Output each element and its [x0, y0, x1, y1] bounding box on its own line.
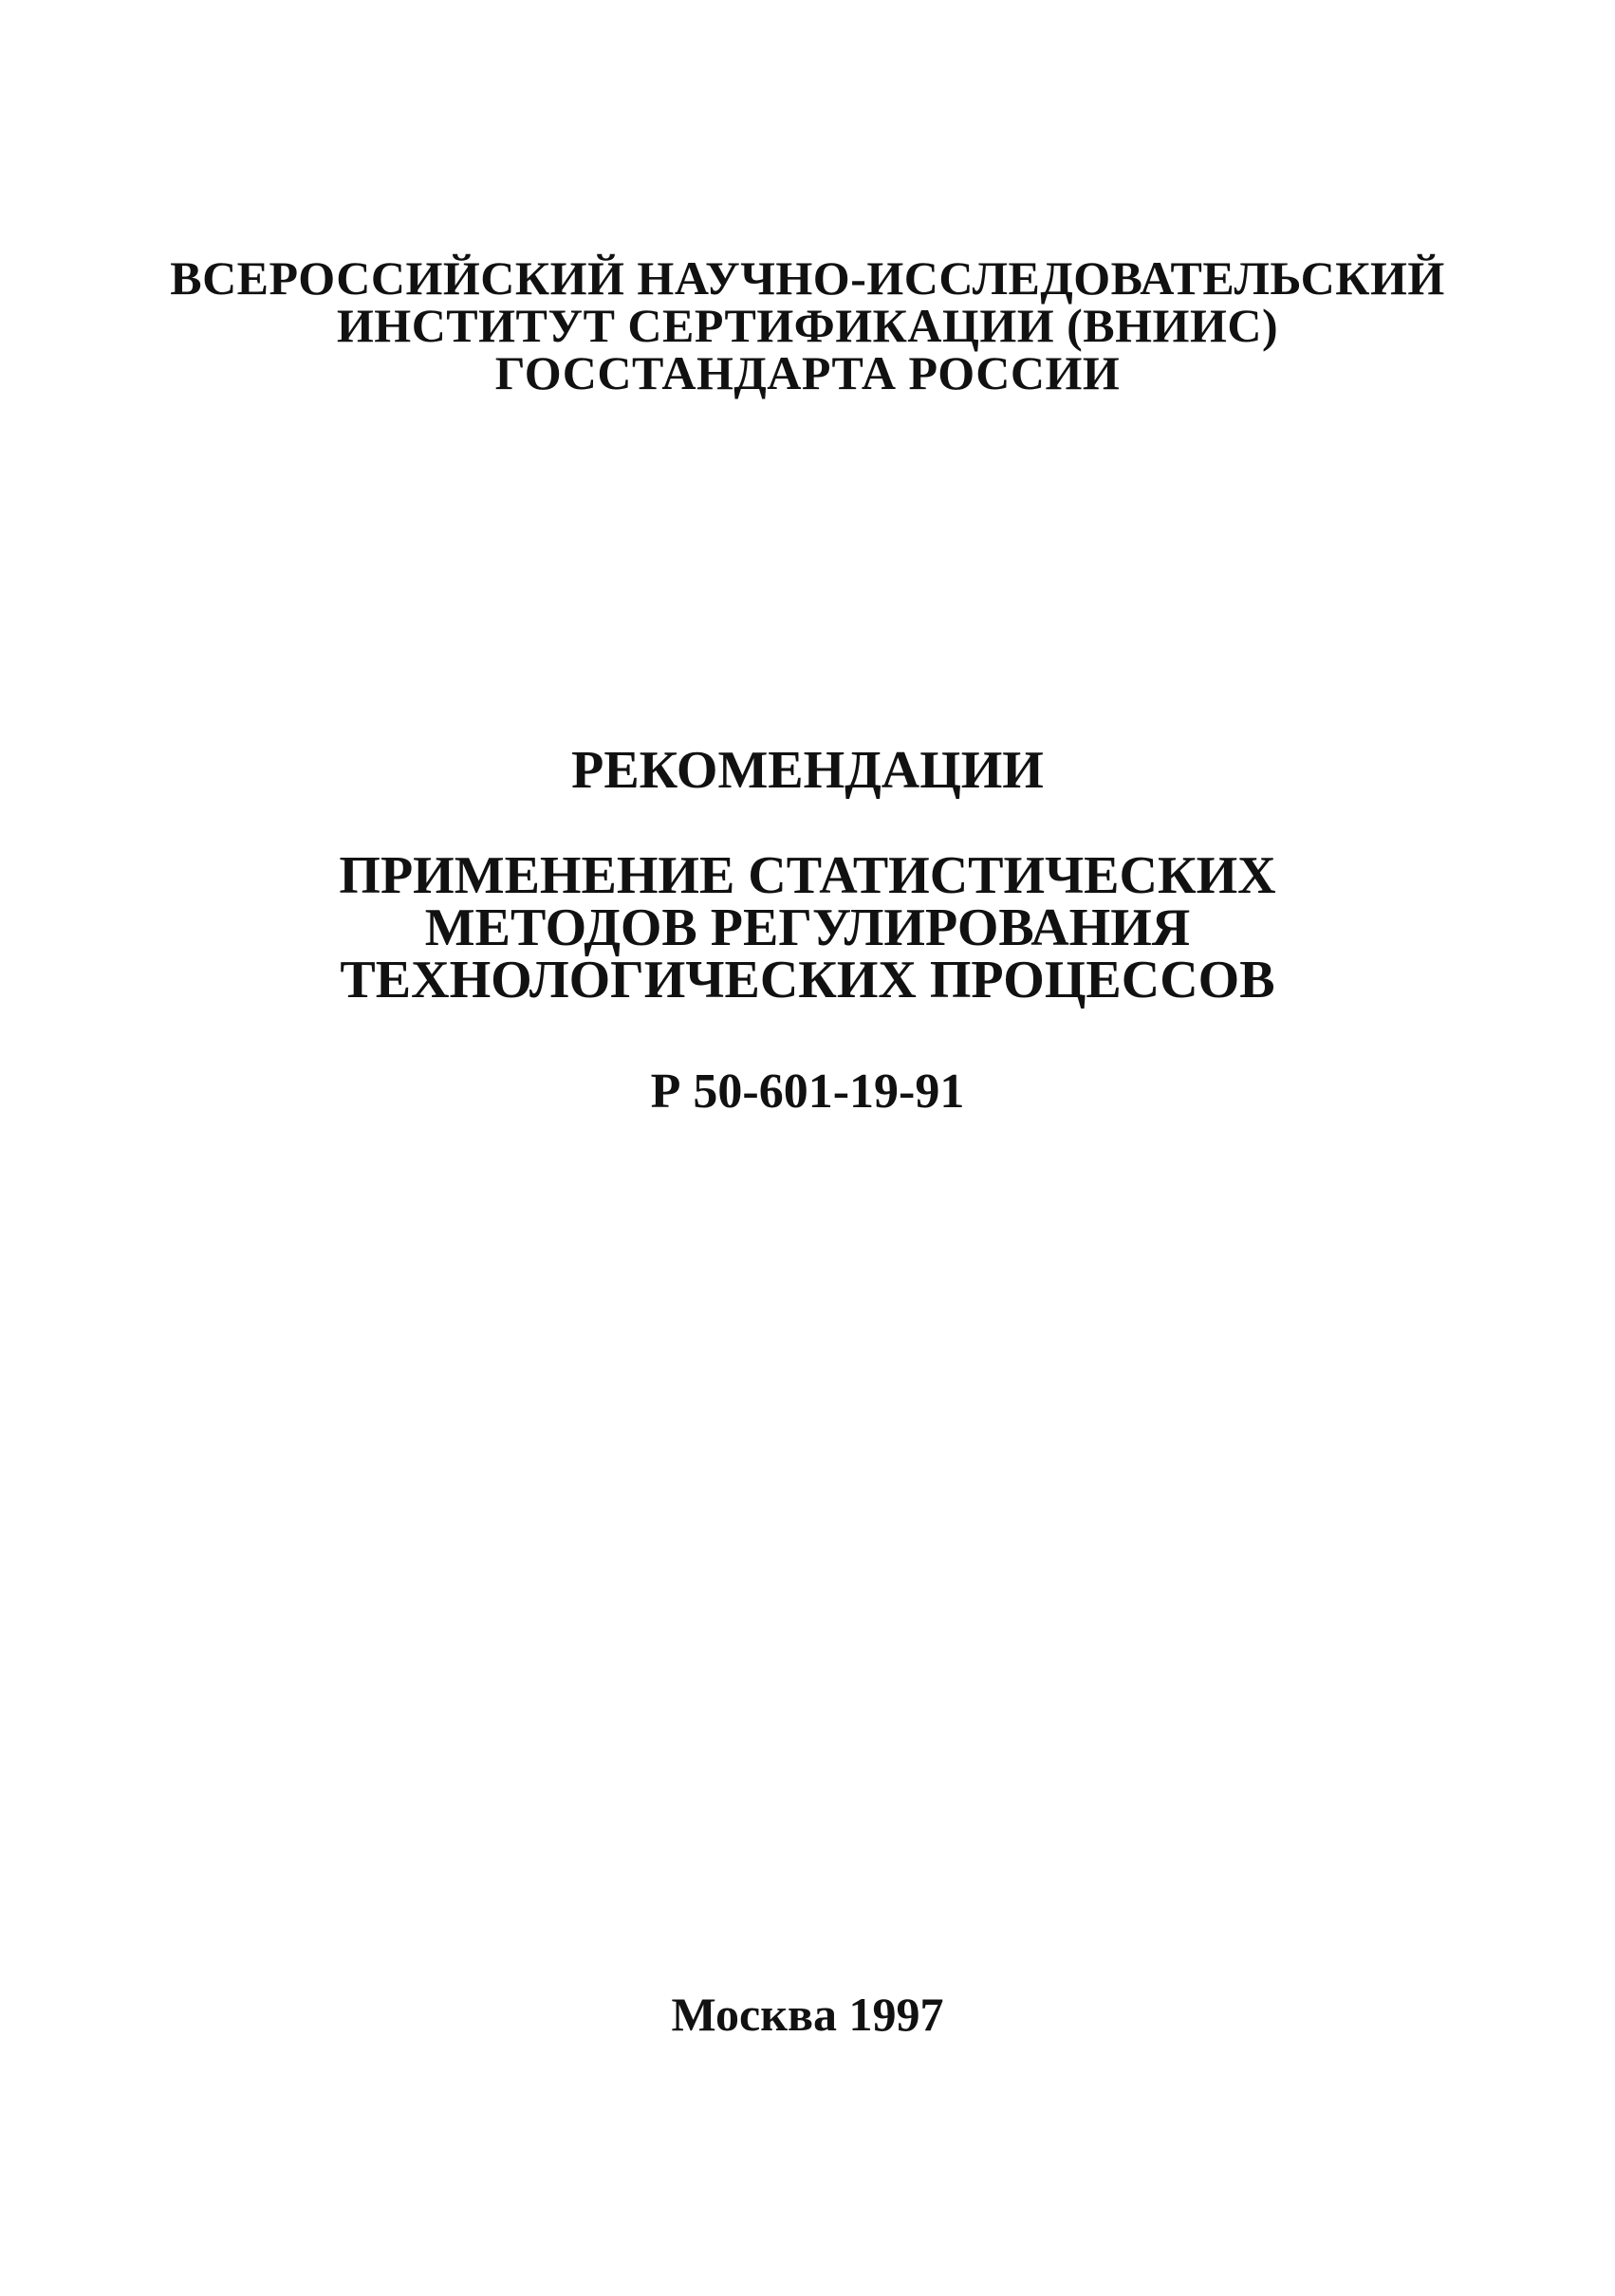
institute-name-line-3: ГОССТАНДАРТА РОССИИ — [494, 346, 1121, 399]
document-title-line-2: МЕТОДОВ РЕГУЛИРОВАНИЯ — [424, 898, 1191, 957]
document-number: Р 50-601-19-91 — [650, 1065, 965, 1119]
document-title-line-1: ПРИМЕНЕНИЕ СТАТИСТИЧЕСКИХ — [339, 846, 1276, 905]
document-title-line-3: ТЕХНОЛОГИЧЕСКИХ ПРОЦЕССОВ — [340, 951, 1275, 1009]
document-type: РЕКОМЕНДАЦИИ — [571, 741, 1044, 800]
institute-name-line-2: ИНСТИТУТ СЕРТИФИКАЦИИ (ВНИИС) — [336, 299, 1279, 352]
institute-name-line-1: ВСЕРОССИЙСКИЙ НАУЧНО-ИССЛЕДОВАТЕЛЬСКИЙ — [170, 251, 1445, 305]
place-and-year: Москва 1997 — [671, 1988, 944, 2041]
